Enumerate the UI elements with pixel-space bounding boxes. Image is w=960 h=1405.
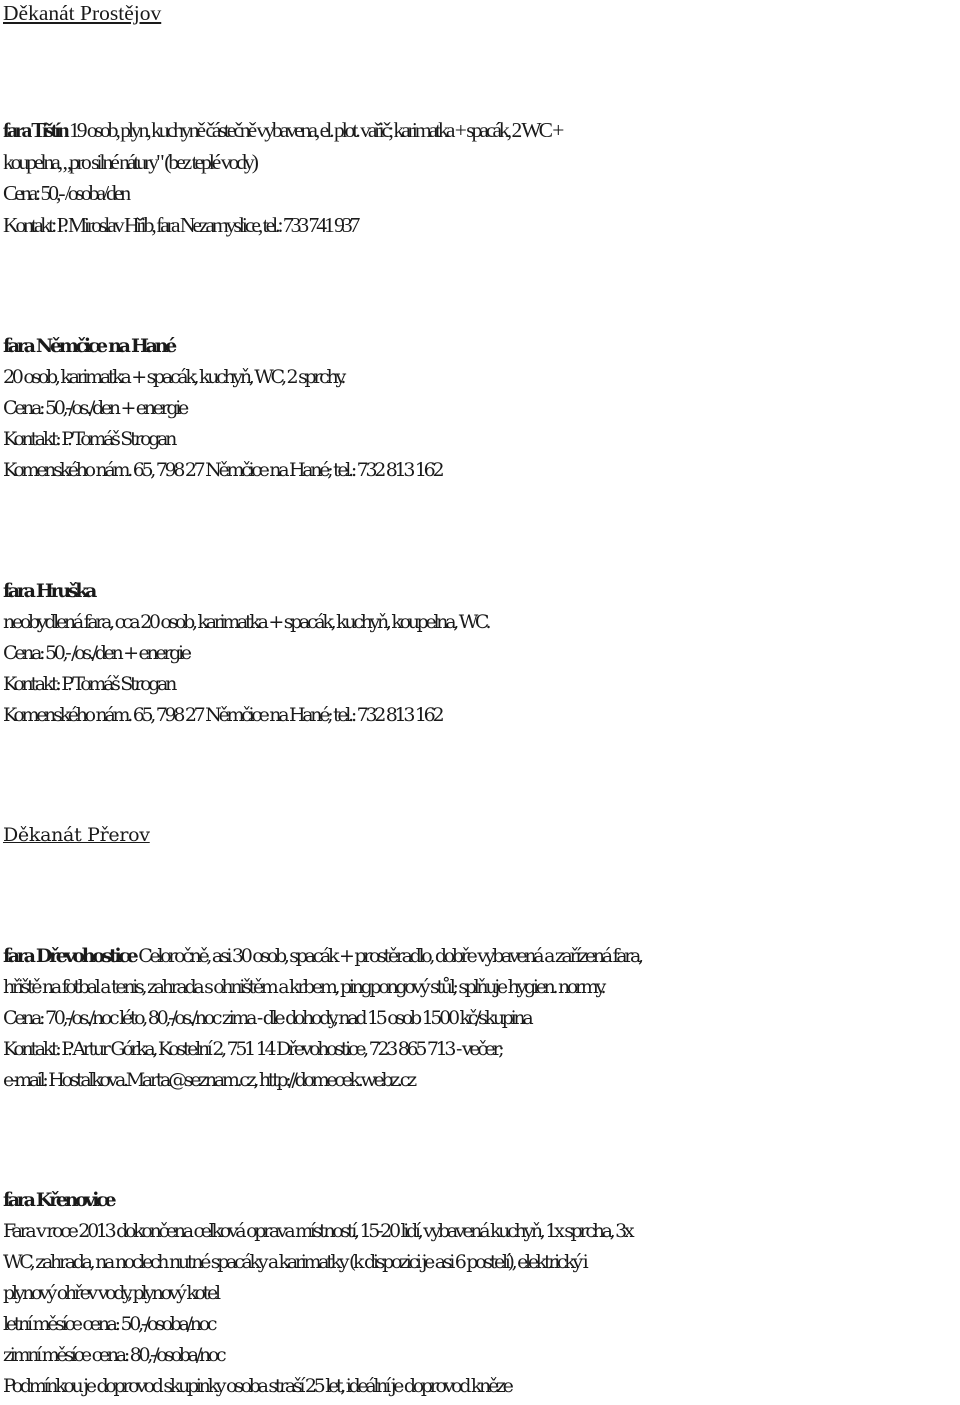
entry-price-winter: zimní měsíce cena: 80,-/osoba/noc [3, 1344, 224, 1366]
entry-condition: Podmínkou je doprovod skupinky osoba straší 25 let, ideální je doprovod kněze [3, 1375, 511, 1397]
entry-contact: Kontakt: P. Miroslav Hřib, fara Nezamyslice, tel.: 733 741 937 [3, 212, 358, 237]
section-heading-prostejov[interactable]: Děkanát Prostějov [3, 1, 162, 25]
entry-name: fara Němčice na Hané [3, 335, 174, 357]
entry-name: fara Hruška [3, 580, 95, 602]
entry-name: fara Dřevohostice [3, 945, 136, 967]
entry-price: Cena: 50,-/os./den + energie [3, 397, 186, 419]
entry-hruska [3, 576, 954, 731]
entry-drevohostice [3, 941, 954, 1096]
entry-description: 20 osob, karimatka + spacák, kuchyň, WC, 2 sprchy. [3, 366, 344, 388]
entry-contact: Kontakt: P. Tomáš Strogan [3, 428, 175, 450]
entry-price: Cena: 50,- /os./den + energie [3, 642, 189, 664]
entry-line: hřiště na fotbal a tenis, zahrada s ohništěm a krbem, pingpongový stůl; splňuje hygien. normy. [3, 976, 604, 998]
entry-drevohostice-line-1: fara Dřevohostice Celoročně, asi 30 osob, spacák + prostěradlo, dobře vybavená a zařízená fara, [3, 945, 641, 967]
entry-address: Komenského nám. 65, 798 27 Němčice na Hané; tel.: 732 813 162 [3, 459, 442, 481]
entry-price: Cena: 70,-/os./noc léto, 80,-/os./noc zima - dle dohody, nad 15 osob 1500 kč/skupina [3, 1007, 531, 1029]
entry-email-web: e-mail: Hostalkova.Marta@seznam.cz, http://domecek.webz.cz [3, 1069, 414, 1091]
entry-krenovice [3, 1185, 954, 1402]
entry-price-summer: letní měsíce cena: 50,-/osoba/noc [3, 1313, 215, 1335]
entry-price: Cena: 50,- /osoba/den [3, 181, 129, 205]
entry-tistin [3, 115, 954, 241]
section-heading-prerov[interactable]: Děkanát Přerov [3, 824, 150, 846]
entry-name: fara Tištín [3, 118, 67, 142]
entry-description: Fara v roce 2013 dokončena celková oprava místností, 15-20 lidí, vybavená kuchyň, 1x sprcha, 3x [3, 1220, 632, 1242]
entry-line: koupelna, „pro silné nátury" (bez teplé vody) [3, 149, 256, 174]
entry-address: Komenského nám. 65, 798 27 Němčice na Hané; tel.: 732 813 162 [3, 704, 442, 726]
entry-contact: Kontakt: P. Artur Górka, Kostelní 2, 751 14 Dřevohostice, 723 865 713 - večer; [3, 1038, 502, 1060]
entry-description: plynový ohřev vody, plynový kotel [3, 1282, 218, 1304]
entry-contact: Kontakt: P. Tomáš Strogan [3, 673, 175, 695]
entry-nemcice [3, 331, 954, 486]
entry-description: WC, zahrada, na noclech nutné spacáky a karimatky (k dispozici je asi 6 postelí), elektrický i [3, 1251, 586, 1273]
entry-description: neobydlená fara, cca 20 osob, karimatka + spacák, kuchyň, koupelna, WC. [3, 611, 489, 633]
entry-name: fara Křenovice [3, 1189, 114, 1211]
entry-tistin-line-1: fara Tištín 19 osob, plyn, kuchyně částečně vybavena, el. plot. vařič; karimatka + spacák, 2 WC + [3, 118, 562, 142]
